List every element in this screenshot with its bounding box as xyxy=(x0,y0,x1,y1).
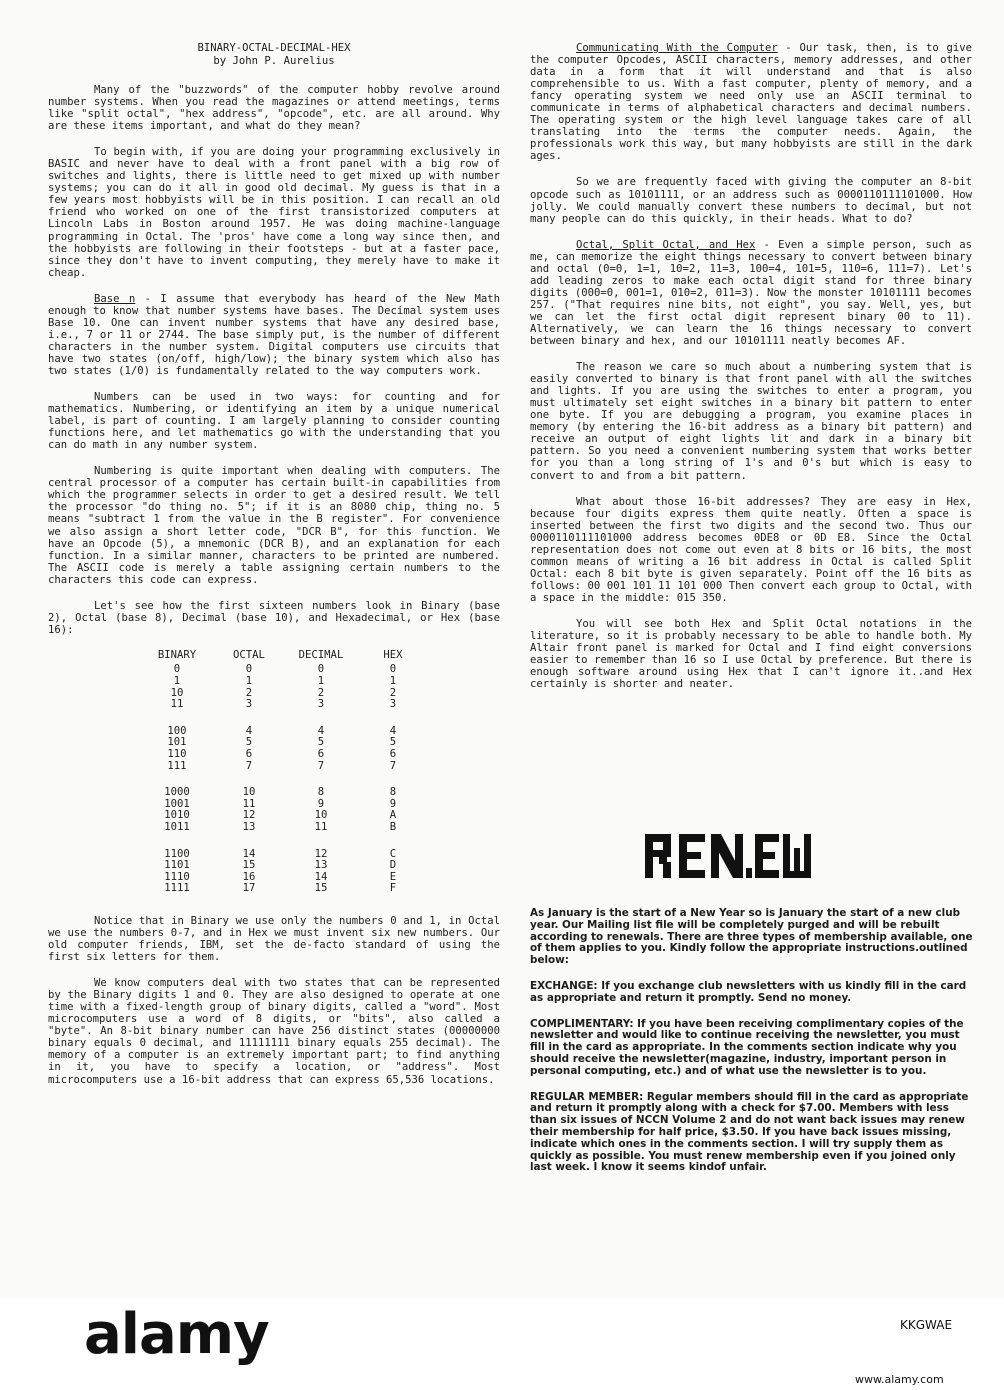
table-cell: 5 xyxy=(389,736,397,749)
table-cell: 4 xyxy=(317,724,325,737)
table-cell: 111 xyxy=(167,759,187,772)
table-cell: 12 xyxy=(242,809,256,822)
table-cell: 10 xyxy=(314,809,328,822)
table-cell: 100 xyxy=(167,724,187,737)
table-cell: 1001 xyxy=(164,797,190,810)
table-cell: 5 xyxy=(317,736,325,749)
article-paragraph: You will see both Hex and Split Octal notations in the literature, so it is probably necessary to be able to handle both. My Altair front panel is marked for Octal and I find eight conversions easier to remember than 16 so I use Octal by preference. But there is enough software around using Hex that I can't ignore it..and Hex certainly is shorter and neater. xyxy=(530,617,972,691)
table-cell: 7 xyxy=(245,759,253,772)
table-cell: A xyxy=(389,809,397,822)
table-cell: 6 xyxy=(245,748,253,761)
article-paragraph xyxy=(530,42,972,162)
table-cell: 1 xyxy=(245,675,253,688)
table-cell: 10 xyxy=(242,786,256,799)
article-paragraph: Notice that in Binary we use only the numbers 0 and 1, in Octal we use the numbers 0-7, and in Hex we must invent six new numbers. Our old computer friends, IBM, set the de-facto standard of using the first six letters for them. xyxy=(48,914,500,964)
number-systems-table xyxy=(148,650,436,895)
table-cell: 2 xyxy=(389,686,397,699)
table-cell: 2 xyxy=(245,686,253,699)
renew-heading-logo xyxy=(643,832,813,880)
table-header-row xyxy=(148,650,436,665)
table-cell: 16 xyxy=(242,870,256,883)
table-cell: 1000 xyxy=(164,786,190,799)
table-cell: B xyxy=(389,821,397,833)
table-cell: 5 xyxy=(245,736,253,749)
alamy-logo: alamy xyxy=(84,1302,269,1367)
article-left-column xyxy=(48,42,500,1100)
table-cell: 1 xyxy=(317,675,325,688)
table-cell: 0 xyxy=(173,663,181,676)
article-paragraph: What about those 16-bit addresses? They are easy in Hex, because four digits express them quite neatly. Often a space is inserted between the first two digits and the second two. Thus our 0000110111101000 address becomes 0DE8 or 0D E8. Since the Octal representation does not come out even at 8 bits or 16 bits, the most common means of writing a 16 bit address in Octal is called Split Octal: each 8 bit byte is given separately. Point off the 16 bits as follows: 00 001 101 11 101 000 Then convert each group to Octal, with a space in the middle: 015 350. xyxy=(530,495,972,604)
table-cell: 8 xyxy=(389,786,397,799)
table-cell: 7 xyxy=(317,759,325,772)
table-row xyxy=(148,834,436,861)
section-text: - I assume that everybody has heard of the New Math enough to know that number systems have bases. The Decimal system uses Base 10. One can invent number systems that have any desired base, i.e., 7 or 11 or 2744. The base simply put, is the number of different characters in the number system. Digital computers use circuits that have two states (on/off, high/low); the binary system which also has two states (1/0) is fundamentally related to the way computers work. xyxy=(48,292,500,377)
article-paragraph: Many of the "buzzwords" of the computer hobby revolve around number systems. When you read the magazines or attend meetings, terms like "split octal", "hex address", "opcode", etc. are all around. Why are these items important, and what do they mean? xyxy=(48,84,500,133)
table-cell: 11 xyxy=(170,698,184,711)
table-row xyxy=(148,749,436,761)
table-cell: 2 xyxy=(317,686,325,699)
table-cell: F xyxy=(389,882,397,895)
renew-notice xyxy=(530,908,976,1188)
table-cell: D xyxy=(389,859,397,872)
table-cell: 1011 xyxy=(164,821,190,833)
table-row xyxy=(148,761,436,773)
section-lead: Base n xyxy=(94,292,136,305)
article-paragraph: We know computers deal with two states that can be represented by the Binary digits 1 and 0. They are also designed to operate at one time with a fixed-length group of binary digits, called a "word". Most microcomputers use a word of 8 digits, or "bits", also called a "byte". An 8-bit binary number can have 256 distinct states (00000000 binary equals 0 decimal, and 11111111 binary equals 255 decimal). The memory of a computer is an extremely important part; to find anything in it, you have to specify a location, or "address". Most microcomputers use a 16-bit address that can express 65,536 locations. xyxy=(48,977,500,1086)
table-row xyxy=(148,676,436,688)
table-cell: 1100 xyxy=(164,847,190,860)
table-cell: 1101 xyxy=(164,859,190,872)
table-cell: 12 xyxy=(314,847,328,860)
table-cell: 14 xyxy=(242,847,256,860)
section-lead: Communicating With the Computer xyxy=(576,42,778,54)
article-paragraph: Numbering is quite important when dealing with computers. The central processor of a computer has certain built-in capabilities from which the programmer selects in order to get a desired result. We tell the processor "do thing no. 5"; if it is an 8080 chip, thing no. 5 means "subtract 1 from the value in the B register". For convenience we also assign a short letter code, "DCR B", for this function. We have an Opcode (5), a mnemonic (DCR B), and an explanation for each function. In a similar manner, characters to be printed are numbered. The ASCII code is merely a table assigning certain numbers to the characters this code can express. xyxy=(48,465,500,586)
table-header-cell: OCTAL xyxy=(233,648,265,661)
table-cell: C xyxy=(389,847,397,860)
article-paragraph xyxy=(48,293,500,377)
article-paragraph: Let's see how the first sixteen numbers look in Binary (base 2), Octal (base 8), Decimal (base 10), and Hexadecimal, or Hex (base 16): xyxy=(48,599,500,636)
article-paragraph: The reason we care so much about a numbering system that is easily converted to binary is that front panel with all the switches and lights. If you are using the switches to enter a program, you must ultimately set eight switches in a binary bit pattern to enter one byte. If you are debugging a program, you examine places in memory (by entering the 16-bit address as a binary bit pattern) and receive an output of eight lights lit and dark in a binary bit pattern. So you need a convenient numbering system that works better for you than a long string of 1's and 0's but which is easy to convert to and from a bit pattern. xyxy=(530,361,972,482)
table-cell: 10 xyxy=(170,686,184,699)
table-cell: 1 xyxy=(173,675,181,688)
table-cell: 1111 xyxy=(164,882,190,895)
table-cell: 1110 xyxy=(164,870,190,883)
article-title: BINARY-OCTAL-DECIMAL-HEX xyxy=(197,42,351,54)
table-cell: 3 xyxy=(389,698,397,711)
article-paragraph: To begin with, if you are doing your programming exclusively in BASIC and never have to deal with a front panel with a big row of switches and lights, there is little need to get mixed up with number systems; you can do it all in good old decimal. My guess is that in a few years most hobbyists will be in this position. I can recall an old friend who worked on one of the first transistorized computers at Lincoln Labs in Boston around 1957. He was doing machine-language programming in Octal. The 'pros' have come a long way since then, and the hobbyists are following in their footsteps - but at a faster pace, since they don't have to invent computing, they merely have to make it cheap. xyxy=(48,146,500,279)
article-paragraph: Numbers can be used in two ways: for counting and for mathematics. Numbering, or identifying an item by a unique numerical label, is part of counting. I am largely planning to consider counting functions here, and let mathematics go with the understanding that you can do math in any number system. xyxy=(48,391,500,452)
table-header-cell: BINARY xyxy=(157,648,197,661)
renew-complimentary: COMPLIMENTARY: If you have been receiving complimentary copies of the newsletter and would like to continue receiving the newsletter, you must fill in the card as appropriate. In the comments section indicate why you should receive the newsletter(magazine, industry, important person in personal computing, etc.) and of what use the newsletter is to you. xyxy=(530,1017,964,1077)
table-cell: 4 xyxy=(245,724,253,737)
table-cell: 6 xyxy=(317,748,325,761)
table-cell: 7 xyxy=(389,759,397,772)
table-cell: 11 xyxy=(242,797,256,810)
table-cell: 0 xyxy=(317,663,325,676)
table-cell: 4 xyxy=(389,724,397,737)
article-paragraph: So we are frequently faced with giving the computer an 8-bit opcode such as 10101111, or an address such as 0000110111101000. How jolly. We could manually convert these numbers to decimal, but not many people can do this quickly, in their heads. What to do? xyxy=(530,176,972,225)
renew-intro: As January is the start of a New Year so is January the start of a new club year. Our Mailing list file will be completely purged and will be rebuilt according to renewals. There are three types of membership available, one of them applies to you. Kindly follow the appropriate instructions.outlined below: xyxy=(530,907,973,967)
table-cell: 13 xyxy=(242,821,256,833)
table-cell: 14 xyxy=(314,870,328,883)
section-text: - Our task, then, is to give the computer Opcodes, ASCII characters, memory addresses, and other data in a form that it will understand and that is also comprehensible to us. With a fast computer, plenty of memory, and a fancy operating system we need only use an ASCII terminal to communicate in terms of alphabetical characters and decimal numbers. The operating system or the high level language takes care of all translating into the terms the computer needs. Again, the professionals work this way, but many hobbyists are still in the dark ages. xyxy=(530,42,972,163)
table-cell: 110 xyxy=(167,748,187,761)
table-row xyxy=(148,772,436,799)
table-row xyxy=(148,822,436,834)
renew-exchange: EXCHANGE: If you exchange club newsletters with us kindly fill in the card as appropriate and return it promptly. Send no money. xyxy=(530,979,967,1004)
image-id: KKGWAE xyxy=(900,1318,953,1332)
table-header-cell: HEX xyxy=(383,648,403,661)
site-url: www.alamy.com xyxy=(855,1373,944,1386)
table-cell: 9 xyxy=(389,797,397,810)
table-cell: 1 xyxy=(389,675,397,688)
renew-regular-member: REGULAR MEMBER: Regular members should fill in the card as appropriate and return it promptly along with a check for $7.00. Members with less than six issues of NCCN Volume 2 and do not want back issues may renew their membership for half price, $3.50. If you have back issues missing, indicate which ones in the comments section. I will try supply them as quickly as possible. You must renew membership even if you joined only last week. I know it seems kindof unfair. xyxy=(530,1090,969,1174)
article-paragraph xyxy=(530,239,972,347)
table-body xyxy=(148,664,436,895)
table-cell: 15 xyxy=(242,859,256,872)
table-cell: 8 xyxy=(317,786,325,799)
article-header xyxy=(48,42,500,68)
table-header-cell: DECIMAL xyxy=(298,648,344,661)
table-cell: 6 xyxy=(389,748,397,761)
table-cell: 17 xyxy=(242,882,256,895)
section-text: - Even a simple person, such as me, can memorize the eight things necessary to convert between binary and octal (0=0, 1=1, 10=2, 11=3, 100=4, 101=5, 110=6, 111=7). Let's add leading zeros to make each octal digit stand for three binary digits (000=0, 001=1, 010=2, 011=3). Now the monster 10101111 becomes 257. ("That requires nine bits, not eight", you say. Well, yes, but we can let the first octal digit represent binary 00 to 11). Alternatively, we can learn the 16 things necessary to convert between binary and hex, and our 10101111 neatly becomes AF. xyxy=(530,238,972,348)
article-byline: by John P. Aurelius xyxy=(213,55,335,67)
table-cell: 15 xyxy=(314,882,328,895)
section-lead: Octal, Split Octal, and Hex xyxy=(576,238,756,251)
table-cell: 101 xyxy=(167,736,187,749)
table-cell: 11 xyxy=(314,821,328,833)
article-right-column xyxy=(530,42,972,704)
table-cell: 9 xyxy=(317,797,325,810)
table-cell: E xyxy=(389,870,397,883)
table-row xyxy=(148,699,436,711)
table-cell: 3 xyxy=(245,698,253,711)
table-cell: 13 xyxy=(314,859,328,872)
table-row xyxy=(148,711,436,738)
table-cell: 1010 xyxy=(164,809,190,822)
table-cell: 0 xyxy=(389,663,397,676)
table-cell: 0 xyxy=(245,663,253,676)
table-row xyxy=(148,883,436,895)
table-cell: 3 xyxy=(317,698,325,711)
